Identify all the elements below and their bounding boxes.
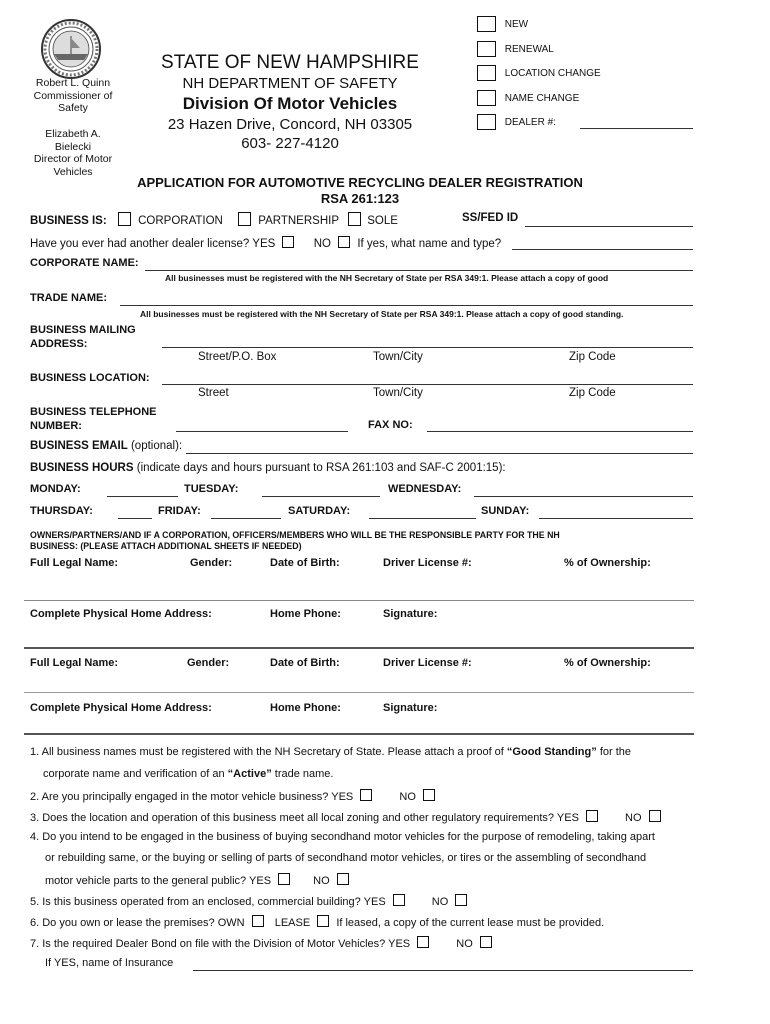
thursday-field[interactable]	[118, 518, 152, 519]
director-name: Elizabeth A.	[45, 128, 101, 140]
tuesday-field[interactable]	[262, 496, 380, 497]
wednesday-field[interactable]	[474, 496, 693, 497]
hours-note: (indicate days and hours pursuant to RSA 261:103 and SAF-C 2001:15):	[136, 462, 506, 474]
email-optional: (optional):	[130, 440, 183, 452]
sole-label: SOLE	[367, 215, 398, 227]
new-label: NEW	[504, 19, 529, 30]
location-change-checkbox[interactable]	[477, 65, 496, 81]
q6-lease-checkbox[interactable]	[317, 915, 329, 927]
owner1-address-label: Complete Physical Home Address:	[30, 608, 212, 620]
owner2-separator	[24, 733, 694, 735]
q3-no-checkbox[interactable]	[649, 810, 661, 822]
owner1-info-line[interactable]	[24, 600, 694, 601]
dept-title: NH DEPARTMENT OF SAFETY	[182, 75, 398, 92]
owner2-signature-label: Signature:	[383, 702, 438, 714]
q6-text: 6. Do you own or lease the premises? OWN	[30, 917, 245, 929]
q1-text-end: for the	[599, 746, 631, 758]
corporate-name-note: All businesses must be registered with the NH Secretary of State per RSA 349:1. Please attach a copy of good	[165, 273, 609, 283]
q4-no-checkbox[interactable]	[337, 873, 349, 885]
q6-own-checkbox[interactable]	[252, 915, 264, 927]
q1-text-3: trade name.	[274, 768, 334, 780]
dealer-number-field[interactable]	[580, 128, 693, 129]
sole-checkbox[interactable]	[348, 212, 361, 226]
state-seal	[40, 18, 102, 80]
friday-label: FRIDAY:	[158, 505, 201, 517]
owner2-license-label: Driver License #:	[383, 657, 472, 669]
mailing-label: BUSINESS MAILING	[30, 324, 136, 336]
q7-no-checkbox[interactable]	[480, 936, 492, 948]
saturday-label: SATURDAY:	[288, 505, 351, 517]
owner1-dob-label: Date of Birth:	[270, 557, 340, 569]
tuesday-label: TUESDAY:	[184, 483, 239, 495]
q2-no-label: NO	[399, 791, 416, 803]
q5-no-checkbox[interactable]	[455, 894, 467, 906]
business-is-label: BUSINESS IS:	[30, 215, 107, 227]
owner2-gender-label: Gender:	[187, 657, 230, 669]
name-change-label: NAME CHANGE	[504, 92, 580, 104]
form-title: APPLICATION FOR AUTOMOTIVE RECYCLING DEALER REGISTRATION	[137, 175, 583, 190]
monday-label: MONDAY:	[30, 483, 81, 495]
dealer-checkbox[interactable]	[477, 114, 496, 130]
director-title: Director of Motor	[33, 153, 113, 165]
thursday-label: THURSDAY:	[30, 505, 93, 517]
owner1-phone-label: Home Phone:	[270, 608, 341, 620]
q7-insurance-label: If YES, name of Insurance	[45, 957, 174, 969]
owner1-separator	[24, 647, 694, 649]
corporation-checkbox[interactable]	[118, 212, 131, 226]
q7-no-label: NO	[456, 938, 473, 950]
trade-name-field[interactable]	[120, 305, 693, 306]
ssfed-label: SS/FED ID	[462, 212, 519, 224]
telephone-label-2: NUMBER:	[30, 420, 82, 432]
owner1-ownership-label: % of Ownership:	[564, 557, 651, 569]
q3-no-label: NO	[625, 812, 642, 824]
prior-license-no-checkbox[interactable]	[338, 236, 350, 248]
owner1-signature-label: Signature:	[383, 608, 438, 620]
owners-heading-2: BUSINESS: (PLEASE ATTACH ADDITIONAL SHEETS IF NEEDED)	[30, 541, 302, 551]
q3-yes-checkbox[interactable]	[586, 810, 598, 822]
location-zip-caption: Zip Code	[569, 387, 616, 399]
owner1-license-label: Driver License #:	[383, 557, 472, 569]
sunday-label: SUNDAY:	[481, 505, 530, 517]
q5-text: 5. Is this business operated from an enclosed, commercial building? YES	[30, 896, 386, 908]
q7-text: 7. Is the required Dealer Bond on file with the Division of Motor Vehicles? YES	[30, 938, 411, 950]
owner2-info-line[interactable]	[24, 692, 694, 693]
saturday-field[interactable]	[369, 518, 476, 519]
partnership-label: PARTNERSHIP	[258, 215, 339, 227]
q2-text: 2. Are you principally engaged in the motor vehicle business? YES	[30, 791, 354, 803]
telephone-field[interactable]	[176, 431, 348, 432]
q1-active: “Active”	[227, 768, 272, 780]
corporation-label: CORPORATION	[138, 215, 223, 227]
q5-no-label: NO	[431, 896, 449, 908]
director-title-2: Vehicles	[53, 165, 93, 178]
ssfed-field[interactable]	[525, 226, 693, 227]
prior-license-yes-checkbox[interactable]	[282, 236, 294, 248]
renewal-label: RENEWAL	[504, 43, 554, 55]
new-checkbox[interactable]	[477, 16, 496, 32]
q1-good-standing: “Good Standing”	[506, 746, 597, 758]
location-label: BUSINESS LOCATION:	[30, 372, 150, 384]
name-change-checkbox[interactable]	[477, 90, 496, 106]
mailing-zip-caption: Zip Code	[569, 351, 616, 363]
q5-yes-checkbox[interactable]	[393, 894, 405, 906]
q4-yes-checkbox[interactable]	[278, 873, 290, 885]
owner1-name-label: Full Legal Name:	[30, 557, 119, 569]
corporate-name-field[interactable]	[145, 270, 693, 271]
location-street-caption: Street	[198, 387, 229, 399]
renewal-checkbox[interactable]	[477, 41, 496, 57]
partnership-checkbox[interactable]	[238, 212, 251, 226]
q1-text-2: corporate name and verification of an	[43, 768, 225, 780]
commissioner-name: Robert L. Quinn	[35, 77, 111, 89]
agency-address: 23 Hazen Drive, Concord, NH 03305	[167, 116, 413, 133]
location-address-field[interactable]	[162, 384, 693, 385]
director-name-2: Bielecki	[54, 140, 92, 153]
monday-field[interactable]	[107, 496, 178, 497]
trade-name-note: All businesses must be registered with the NH Secretary of State per RSA 349:1. Please attach a copy of good standing.	[140, 309, 624, 319]
dealer-label: DEALER #:	[504, 117, 556, 128]
owner2-phone-label: Home Phone:	[270, 702, 341, 714]
commissioner-title: Commissioner of	[33, 89, 113, 102]
division-title: Division Of Motor Vehicles	[182, 94, 398, 113]
q6-note: If leased, a copy of the current lease must be provided.	[336, 917, 605, 929]
q4-text-3: motor vehicle parts to the general public? YES	[45, 875, 272, 887]
fax-label: FAX NO:	[368, 419, 413, 431]
form-rsa: RSA 261:123	[320, 191, 400, 206]
commissioner-title-2: Safety	[58, 102, 88, 114]
trade-name-label: TRADE NAME:	[30, 292, 107, 304]
state-title: STATE OF NEW HAMPSHIRE	[161, 52, 419, 73]
owner2-name-label: Full Legal Name:	[30, 657, 119, 669]
q4-text: 4. Do you intend to be engaged in the business of buying secondhand motor vehicles for the purpose of remodeling, taking apart	[30, 831, 655, 843]
agency-phone: 603- 227-4120	[241, 135, 339, 152]
prior-license-ifyes: If yes, what name and type?	[357, 238, 502, 250]
prior-license-name-field[interactable]	[512, 249, 693, 250]
telephone-label: BUSINESS TELEPHONE	[30, 406, 157, 418]
mailing-street-caption: Street/P.O. Box	[198, 351, 277, 363]
mailing-address-field[interactable]	[162, 347, 693, 348]
sunday-field[interactable]	[539, 518, 693, 519]
fax-field[interactable]	[427, 431, 693, 432]
friday-field[interactable]	[211, 518, 281, 519]
q2-no-checkbox[interactable]	[423, 789, 435, 801]
mailing-town-caption: Town/City	[373, 351, 423, 363]
q1-text: 1. All business names must be registered with the NH Secretary of State. Please attach a proof of	[30, 746, 504, 758]
email-label: BUSINESS EMAIL	[30, 440, 128, 452]
owner2-ownership-label: % of Ownership:	[564, 657, 651, 669]
location-change-label: LOCATION CHANGE	[504, 68, 601, 79]
owner1-gender-label: Gender:	[190, 557, 233, 569]
q7-yes-checkbox[interactable]	[417, 936, 429, 948]
q4-no-label: NO	[313, 875, 330, 887]
owner2-dob-label: Date of Birth:	[270, 657, 340, 669]
q3-text: 3. Does the location and operation of this business meet all local zoning and other regulatory requirements? YES	[30, 812, 579, 824]
q4-text-2: or rebuilding same, or the buying or selling of parts of secondhand motor vehicles, or tires or the assembling of secondhand	[45, 852, 647, 864]
corporate-name-label: CORPORATE NAME:	[30, 257, 139, 269]
q7-insurance-field[interactable]	[193, 970, 693, 971]
hours-label: BUSINESS HOURS	[30, 462, 134, 474]
q2-yes-checkbox[interactable]	[360, 789, 372, 801]
q6-lease-label: LEASE	[274, 917, 311, 929]
email-field[interactable]	[186, 453, 693, 454]
location-town-caption: Town/City	[373, 387, 423, 399]
owner2-address-label: Complete Physical Home Address:	[30, 702, 212, 714]
prior-license-question: Have you ever had another dealer license? YES	[30, 238, 276, 250]
owners-heading: OWNERS/PARTNERS/AND IF A CORPORATION, OFFICERS/MEMBERS WHO WILL BE THE RESPONSIBLE PARTY FOR THE NH	[30, 530, 560, 540]
prior-license-no-label: NO	[313, 238, 331, 250]
mailing-label-2: ADDRESS:	[30, 338, 88, 350]
wednesday-label: WEDNESDAY:	[388, 483, 462, 495]
